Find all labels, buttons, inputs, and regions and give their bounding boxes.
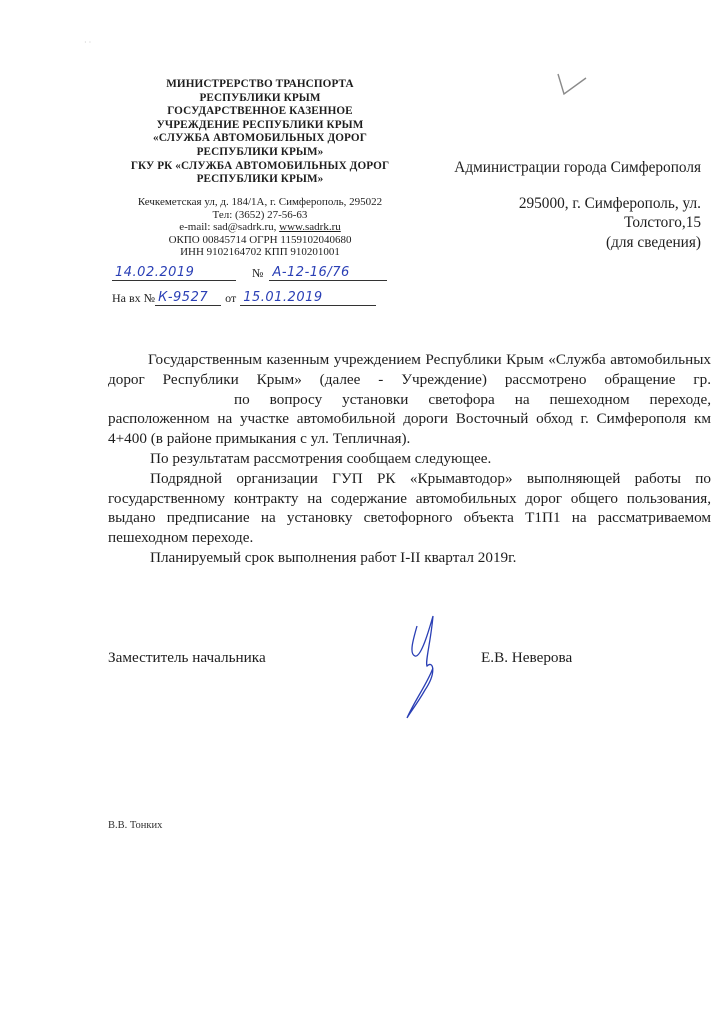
- outgoing-date: 14.02.2019: [112, 265, 236, 281]
- website-link[interactable]: www.sadrk.ru: [279, 221, 341, 234]
- recipient-block: [401, 158, 701, 252]
- incoming-registration: [112, 290, 376, 306]
- phone: Тел: (3652) 27-56-63: [212, 208, 308, 221]
- outgoing-registration: [112, 265, 387, 281]
- recipient-name: Администрации города Симферополя: [454, 159, 701, 176]
- from-label: от: [225, 291, 237, 305]
- paragraph-2: По результатам рассмотрения сообщаем следующее.: [150, 449, 492, 467]
- handwritten-signature-icon: [395, 610, 455, 725]
- letterhead-line: РЕСПУБЛИКИ КРЫМ»: [196, 145, 324, 158]
- paragraph-4: Планируемый срок выполнения работ I-II квартал 2019г.: [150, 548, 517, 566]
- outgoing-number: А-12-16/76: [269, 265, 387, 281]
- letterhead-line: РЕСПУБЛИКИ КРЫМ: [199, 91, 321, 104]
- letterhead-line: УЧРЕЖДЕНИЕ РЕСПУБЛИКИ КРЫМ: [156, 118, 364, 131]
- okpo-ogrn: ОКПО 00845714 ОГРН 1159102040680: [168, 233, 352, 246]
- contacts-block: [110, 196, 410, 259]
- letterhead-line: РЕСПУБЛИКИ КРЫМ»: [196, 173, 324, 186]
- incoming-label: На вх №: [112, 291, 156, 305]
- letterhead-line: ГКУ РК «СЛУЖБА АВТОМОБИЛЬНЫХ ДОРОГ: [130, 159, 390, 172]
- paragraph-3: Подрядной организации ГУП РК «Крымавтодор» выполняющей работы по государственному контракту на содержание автомобильных дорог общего пользования, выдано предписание на установку светофорного объекта Т1П1 на рассматриваемом пешеходном переходе.: [108, 469, 711, 547]
- paragraph-1-start: Государственным казенным учреждением Республики Крым «Служба автомобильных дорог Республики Крым» (далее - Учреждение) рассмотрено обращение гр.: [108, 351, 711, 388]
- letterhead: [110, 78, 410, 187]
- letterhead-line: МИНИСТРЕРСТВО ТРАНСПОРТА: [166, 78, 354, 90]
- signatory-title: Заместитель начальника: [108, 649, 266, 666]
- recipient-address-line1: 295000, г. Симферополь, ул.: [518, 194, 701, 212]
- signatory-name: Е.В. Неверова: [481, 649, 573, 666]
- paragraph-1: [108, 350, 711, 449]
- inn-kpp: ИНН 9102164702 КПП 910201001: [180, 246, 340, 259]
- letterhead-line: ГОСУДАРСТВЕННОЕ КАЗЕННОЕ: [167, 105, 353, 118]
- letterhead-line: «СЛУЖБА АВТОМОБИЛЬНЫХ ДОРОГ: [153, 132, 367, 145]
- recipient-note: (для сведения): [606, 233, 701, 251]
- email: e-mail: sad@sadrk.ru,: [179, 221, 280, 234]
- check-mark-icon: [552, 72, 592, 105]
- executor-name: В.В. Тонких: [108, 820, 163, 831]
- incoming-number: К-9527: [155, 290, 221, 306]
- scan-specks: · ·: [84, 38, 92, 47]
- letter-body: [108, 350, 711, 568]
- recipient-address-line2: Толстого,15: [624, 214, 701, 231]
- address: Кечкеметская ул, д. 184/1А, г. Симферополь, 295022: [137, 196, 383, 208]
- incoming-date: 15.01.2019: [240, 290, 376, 306]
- email-line: [110, 221, 410, 234]
- paragraph-1-end: по вопросу установки светофора на пешеходном переходе, расположенном на участке автомобильной дороги Восточный обход г. Симферополя км 4+400 (в районе примыкания с ул. Тепличная).: [108, 390, 711, 448]
- number-label: №: [252, 266, 264, 280]
